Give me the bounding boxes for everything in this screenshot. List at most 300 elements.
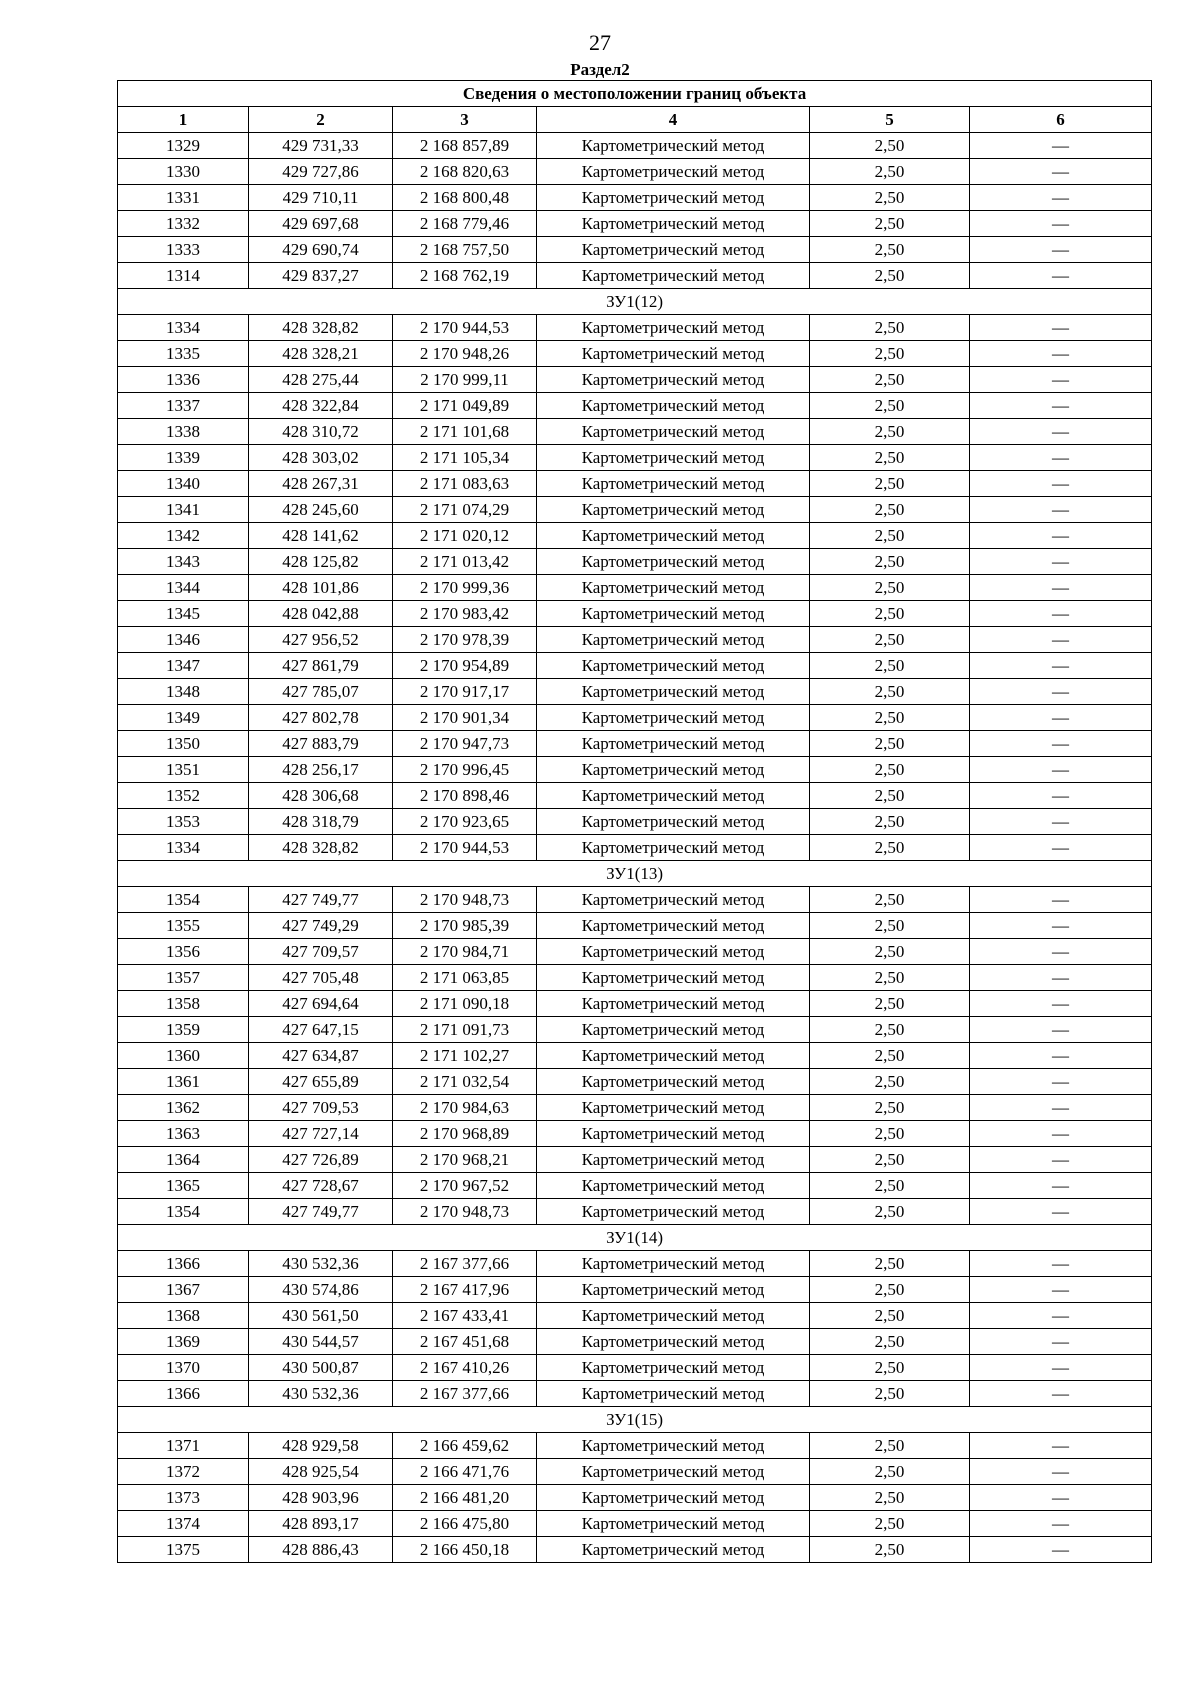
table-cell: 2,50 <box>810 471 970 497</box>
table-cell: 428 318,79 <box>249 809 393 835</box>
table-cell: 1361 <box>118 1069 249 1095</box>
table-row <box>118 835 1152 861</box>
table-cell: 1338 <box>118 419 249 445</box>
table-cell: 2,50 <box>810 1199 970 1225</box>
table-cell: Картометрический метод <box>537 1355 810 1381</box>
table-cell: Картометрический метод <box>537 913 810 939</box>
table-cell: 429 697,68 <box>249 211 393 237</box>
table-cell: Картометрический метод <box>537 419 810 445</box>
table-row <box>118 1199 1152 1225</box>
table-cell: 427 728,67 <box>249 1173 393 1199</box>
table-cell: 1372 <box>118 1459 249 1485</box>
table-cell: 2 166 475,80 <box>393 1511 537 1537</box>
table-cell: Картометрический метод <box>537 133 810 159</box>
table-cell: 429 710,11 <box>249 185 393 211</box>
table-cell: 430 574,86 <box>249 1277 393 1303</box>
table-cell: 2,50 <box>810 939 970 965</box>
table-cell: 2 171 074,29 <box>393 497 537 523</box>
table-cell: — <box>970 1459 1152 1485</box>
table-cell: 2 170 901,34 <box>393 705 537 731</box>
table-cell: 1362 <box>118 1095 249 1121</box>
table-row <box>118 549 1152 575</box>
table-cell: 2 166 450,18 <box>393 1537 537 1563</box>
table-cell: Картометрический метод <box>537 1017 810 1043</box>
table-cell: Картометрический метод <box>537 991 810 1017</box>
table-cell: 428 886,43 <box>249 1537 393 1563</box>
table-cell: 2 170 983,42 <box>393 601 537 627</box>
table-cell: 2,50 <box>810 1485 970 1511</box>
table-cell: — <box>970 1329 1152 1355</box>
table-cell: Картометрический метод <box>537 939 810 965</box>
table-cell: 1334 <box>118 835 249 861</box>
table-cell: 2,50 <box>810 315 970 341</box>
table-row <box>118 1173 1152 1199</box>
table-cell: 2,50 <box>810 835 970 861</box>
table-cell: — <box>970 185 1152 211</box>
table-cell: 1347 <box>118 653 249 679</box>
table-row <box>118 1433 1152 1459</box>
table-cell: 2,50 <box>810 523 970 549</box>
table-cell: 1344 <box>118 575 249 601</box>
table-cell: — <box>970 393 1152 419</box>
table-cell: — <box>970 1355 1152 1381</box>
table-cell: Картометрический метод <box>537 575 810 601</box>
table-row <box>118 419 1152 445</box>
table-cell: 2,50 <box>810 419 970 445</box>
table-cell: — <box>970 679 1152 705</box>
table-cell: — <box>970 1537 1152 1563</box>
table-cell: 1368 <box>118 1303 249 1329</box>
table-cell: — <box>970 367 1152 393</box>
table-cell: 428 925,54 <box>249 1459 393 1485</box>
page-number: 27 <box>589 30 611 55</box>
table-cell: — <box>970 1121 1152 1147</box>
table-cell: 2,50 <box>810 1537 970 1563</box>
table-cell: 1354 <box>118 887 249 913</box>
table-row <box>118 601 1152 627</box>
group-row <box>118 289 1152 315</box>
table-cell: 2,50 <box>810 705 970 731</box>
table-cell: — <box>970 1251 1152 1277</box>
table-cell: — <box>970 159 1152 185</box>
table-cell: — <box>970 627 1152 653</box>
table-cell: 2 171 090,18 <box>393 991 537 1017</box>
table-row <box>118 1355 1152 1381</box>
column-header: 4 <box>537 107 810 133</box>
table-cell: 2 171 105,34 <box>393 445 537 471</box>
boundary-coordinates-table <box>117 80 1152 1563</box>
table-cell: Картометрический метод <box>537 783 810 809</box>
table-cell: 427 634,87 <box>249 1043 393 1069</box>
table-cell: Картометрический метод <box>537 1433 810 1459</box>
table-row <box>118 159 1152 185</box>
table-cell: Картометрический метод <box>537 1459 810 1485</box>
table-cell: 1345 <box>118 601 249 627</box>
table-cell: Картометрический метод <box>537 965 810 991</box>
table-cell: 2,50 <box>810 1459 970 1485</box>
column-header: 3 <box>393 107 537 133</box>
table-cell: 2,50 <box>810 913 970 939</box>
table-cell: 2,50 <box>810 731 970 757</box>
table-cell: Картометрический метод <box>537 393 810 419</box>
table-cell: 428 125,82 <box>249 549 393 575</box>
table-cell: — <box>970 783 1152 809</box>
table-cell: 2 171 101,68 <box>393 419 537 445</box>
group-row <box>118 1407 1152 1433</box>
table-cell: 1352 <box>118 783 249 809</box>
table-cell: 2,50 <box>810 1277 970 1303</box>
table-cell: Картометрический метод <box>537 1095 810 1121</box>
table-cell: 427 749,77 <box>249 887 393 913</box>
table-cell: — <box>970 835 1152 861</box>
table-cell: — <box>970 497 1152 523</box>
table-cell: 2 170 984,71 <box>393 939 537 965</box>
table-cell: 428 310,72 <box>249 419 393 445</box>
table-cell: Картометрический метод <box>537 497 810 523</box>
table-cell: Картометрический метод <box>537 835 810 861</box>
table-row <box>118 523 1152 549</box>
table-cell: — <box>970 653 1152 679</box>
table-cell: Картометрический метод <box>537 159 810 185</box>
table-row <box>118 627 1152 653</box>
table-cell: 2,50 <box>810 445 970 471</box>
table-cell: 1374 <box>118 1511 249 1537</box>
table-row <box>118 705 1152 731</box>
table-cell: — <box>970 913 1152 939</box>
table-cell: 430 532,36 <box>249 1381 393 1407</box>
table-cell: — <box>970 523 1152 549</box>
table-row <box>118 757 1152 783</box>
table-row <box>118 1459 1152 1485</box>
table-cell: — <box>970 133 1152 159</box>
table-cell: 2 170 944,53 <box>393 835 537 861</box>
table-cell: 2 170 967,52 <box>393 1173 537 1199</box>
table-cell: 427 883,79 <box>249 731 393 757</box>
table-cell: 428 328,21 <box>249 341 393 367</box>
table-cell: 428 893,17 <box>249 1511 393 1537</box>
table-cell: 2,50 <box>810 1173 970 1199</box>
table-cell: 1346 <box>118 627 249 653</box>
table-cell: 1334 <box>118 315 249 341</box>
table-cell: — <box>970 601 1152 627</box>
table-cell: Картометрический метод <box>537 315 810 341</box>
table-cell: 2 168 820,63 <box>393 159 537 185</box>
table-cell: Картометрический метод <box>537 1251 810 1277</box>
table-cell: 429 731,33 <box>249 133 393 159</box>
table-cell: 2 170 999,36 <box>393 575 537 601</box>
table-row <box>118 497 1152 523</box>
table-cell: 428 929,58 <box>249 1433 393 1459</box>
table-cell: Картометрический метод <box>537 1329 810 1355</box>
table-cell: 2,50 <box>810 1355 970 1381</box>
table-cell: 428 101,86 <box>249 575 393 601</box>
table-cell: Картометрический метод <box>537 211 810 237</box>
table-cell: 2 170 923,65 <box>393 809 537 835</box>
table-row <box>118 185 1152 211</box>
table-cell: Картометрический метод <box>537 627 810 653</box>
table-row <box>118 575 1152 601</box>
table-cell: Картометрический метод <box>537 237 810 263</box>
table-cell: 428 141,62 <box>249 523 393 549</box>
table-cell: 427 705,48 <box>249 965 393 991</box>
table-cell: 2,50 <box>810 1381 970 1407</box>
table-cell: 2 167 377,66 <box>393 1381 537 1407</box>
table-cell: Картометрический метод <box>537 1537 810 1563</box>
table-cell: 2,50 <box>810 965 970 991</box>
table-cell: 2,50 <box>810 1121 970 1147</box>
table-cell: Картометрический метод <box>537 1485 810 1511</box>
table-row <box>118 133 1152 159</box>
table-cell: — <box>970 965 1152 991</box>
table-cell: 427 726,89 <box>249 1147 393 1173</box>
section-title: Раздел2 <box>570 60 630 79</box>
table-row <box>118 965 1152 991</box>
table-row <box>118 783 1152 809</box>
table-cell: 2 168 857,89 <box>393 133 537 159</box>
table-cell: 1329 <box>118 133 249 159</box>
table-cell: 1341 <box>118 497 249 523</box>
table-row <box>118 1303 1152 1329</box>
table-cell: 428 328,82 <box>249 315 393 341</box>
table-row <box>118 1277 1152 1303</box>
table-cell: 1363 <box>118 1121 249 1147</box>
table-cell: 1350 <box>118 731 249 757</box>
table-cell: — <box>970 315 1152 341</box>
table-cell: Картометрический метод <box>537 1277 810 1303</box>
table-cell: — <box>970 549 1152 575</box>
table-cell: — <box>970 991 1152 1017</box>
table-cell: 2,50 <box>810 653 970 679</box>
table-cell: 430 532,36 <box>249 1251 393 1277</box>
table-cell: 2,50 <box>810 1017 970 1043</box>
table-cell: Картометрический метод <box>537 549 810 575</box>
table-cell: 2 171 013,42 <box>393 549 537 575</box>
table-cell: 2,50 <box>810 341 970 367</box>
table-cell: 2 170 985,39 <box>393 913 537 939</box>
table-cell: 1355 <box>118 913 249 939</box>
table-cell: Картометрический метод <box>537 341 810 367</box>
table-cell: Картометрический метод <box>537 679 810 705</box>
table-cell: Картометрический метод <box>537 263 810 289</box>
table-cell: 427 861,79 <box>249 653 393 679</box>
table-cell: 427 709,57 <box>249 939 393 965</box>
table-row <box>118 445 1152 471</box>
table-cell: Картометрический метод <box>537 887 810 913</box>
table-cell: — <box>970 1069 1152 1095</box>
table-cell: Картометрический метод <box>537 601 810 627</box>
group-row <box>118 861 1152 887</box>
table-cell: 2,50 <box>810 1251 970 1277</box>
table-cell: 428 303,02 <box>249 445 393 471</box>
table-cell: 2 170 917,17 <box>393 679 537 705</box>
table-row <box>118 1381 1152 1407</box>
table-cell: 428 306,68 <box>249 783 393 809</box>
table-row <box>118 211 1152 237</box>
table-cell: 1359 <box>118 1017 249 1043</box>
table-cell: 427 802,78 <box>249 705 393 731</box>
table-cell: 1357 <box>118 965 249 991</box>
table-row <box>118 1095 1152 1121</box>
table-cell: 2,50 <box>810 1147 970 1173</box>
table-cell: — <box>970 1511 1152 1537</box>
table-cell: 2,50 <box>810 809 970 835</box>
table-cell: Картометрический метод <box>537 653 810 679</box>
group-row <box>118 1225 1152 1251</box>
table-row <box>118 731 1152 757</box>
table-cell: — <box>970 887 1152 913</box>
table-cell: — <box>970 419 1152 445</box>
table-cell: 1331 <box>118 185 249 211</box>
table-row <box>118 939 1152 965</box>
table-cell: 2 166 481,20 <box>393 1485 537 1511</box>
group-label: ЗУ1(12) <box>118 289 1152 315</box>
table-cell: 2,50 <box>810 1303 970 1329</box>
table-cell: 429 690,74 <box>249 237 393 263</box>
group-label: ЗУ1(14) <box>118 1225 1152 1251</box>
table-cell: 2 170 978,39 <box>393 627 537 653</box>
table-cell: 2 171 032,54 <box>393 1069 537 1095</box>
table-cell: 2 170 944,53 <box>393 315 537 341</box>
table-body <box>118 133 1152 1563</box>
table-cell: — <box>970 1095 1152 1121</box>
table-cell: — <box>970 575 1152 601</box>
table-cell: — <box>970 1199 1152 1225</box>
table-caption-row <box>118 81 1152 107</box>
table-cell: Картометрический метод <box>537 1303 810 1329</box>
table-cell: Картометрический метод <box>537 1121 810 1147</box>
table-cell: — <box>970 1147 1152 1173</box>
table-cell: 2 167 451,68 <box>393 1329 537 1355</box>
table-row <box>118 991 1152 1017</box>
table-cell: 1364 <box>118 1147 249 1173</box>
table-row <box>118 237 1152 263</box>
table-cell: 2 166 459,62 <box>393 1433 537 1459</box>
table-row <box>118 263 1152 289</box>
table-row <box>118 1069 1152 1095</box>
table-cell: 2 167 377,66 <box>393 1251 537 1277</box>
table-cell: 428 903,96 <box>249 1485 393 1511</box>
table-cell: 1340 <box>118 471 249 497</box>
table-cell: 2,50 <box>810 1329 970 1355</box>
table-cell: — <box>970 1485 1152 1511</box>
table-cell: 430 544,57 <box>249 1329 393 1355</box>
table-cell: 1358 <box>118 991 249 1017</box>
table-row <box>118 679 1152 705</box>
table-cell: Картометрический метод <box>537 1069 810 1095</box>
table-cell: 1356 <box>118 939 249 965</box>
table-cell: 429 837,27 <box>249 263 393 289</box>
table-cell: 430 561,50 <box>249 1303 393 1329</box>
table-cell: 2,50 <box>810 627 970 653</box>
table-cell: 428 042,88 <box>249 601 393 627</box>
table-row <box>118 809 1152 835</box>
table-cell: Картометрический метод <box>537 1043 810 1069</box>
table-cell: 2,50 <box>810 991 970 1017</box>
column-header-row <box>118 107 1152 133</box>
table-cell: 2 166 471,76 <box>393 1459 537 1485</box>
table-row <box>118 367 1152 393</box>
table-cell: Картометрический метод <box>537 1199 810 1225</box>
table-cell: 2 168 800,48 <box>393 185 537 211</box>
table-cell: 1343 <box>118 549 249 575</box>
table-cell: 428 328,82 <box>249 835 393 861</box>
table-cell: Картометрический метод <box>537 367 810 393</box>
table-cell: — <box>970 445 1152 471</box>
table-cell: 2 171 083,63 <box>393 471 537 497</box>
table-row <box>118 887 1152 913</box>
table-row <box>118 341 1152 367</box>
table-cell: 427 727,14 <box>249 1121 393 1147</box>
table-cell: Картометрический метод <box>537 705 810 731</box>
table-cell: — <box>970 939 1152 965</box>
table-cell: 1342 <box>118 523 249 549</box>
column-header: 6 <box>970 107 1152 133</box>
table-row <box>118 1329 1152 1355</box>
table-cell: 2 170 948,26 <box>393 341 537 367</box>
table-cell: 2,50 <box>810 497 970 523</box>
column-header: 5 <box>810 107 970 133</box>
group-label: ЗУ1(13) <box>118 861 1152 887</box>
table-cell: — <box>970 1017 1152 1043</box>
table-cell: 427 694,64 <box>249 991 393 1017</box>
table-cell: Картометрический метод <box>537 1511 810 1537</box>
table-cell: 2,50 <box>810 367 970 393</box>
table-cell: Картометрический метод <box>537 1173 810 1199</box>
table-cell: 1365 <box>118 1173 249 1199</box>
table-cell: — <box>970 705 1152 731</box>
table-cell: 2 167 417,96 <box>393 1277 537 1303</box>
table-cell: 2,50 <box>810 887 970 913</box>
table-cell: 2 170 996,45 <box>393 757 537 783</box>
table-cell: 2,50 <box>810 679 970 705</box>
table-row <box>118 471 1152 497</box>
table-cell: 2 170 968,89 <box>393 1121 537 1147</box>
table-cell: 2 171 102,27 <box>393 1043 537 1069</box>
table-cell: 428 275,44 <box>249 367 393 393</box>
table-cell: Картометрический метод <box>537 185 810 211</box>
table-cell: 2,50 <box>810 1433 970 1459</box>
column-header: 2 <box>249 107 393 133</box>
table-cell: 2,50 <box>810 575 970 601</box>
table-cell: Картометрический метод <box>537 445 810 471</box>
table-cell: 2 170 948,73 <box>393 887 537 913</box>
group-label: ЗУ1(15) <box>118 1407 1152 1433</box>
table-caption: Сведения о местоположении границ объекта <box>118 81 1152 107</box>
table-cell: 2,50 <box>810 211 970 237</box>
table-cell: — <box>970 731 1152 757</box>
table-cell: 2,50 <box>810 1511 970 1537</box>
table-cell: — <box>970 1303 1152 1329</box>
table-cell: — <box>970 237 1152 263</box>
table-cell: 1330 <box>118 159 249 185</box>
table-cell: Картометрический метод <box>537 1147 810 1173</box>
table-cell: 2,50 <box>810 783 970 809</box>
table-row <box>118 653 1152 679</box>
table-cell: 2 171 063,85 <box>393 965 537 991</box>
table-cell: 430 500,87 <box>249 1355 393 1381</box>
table-cell: 1353 <box>118 809 249 835</box>
table-cell: 427 785,07 <box>249 679 393 705</box>
table-cell: 427 749,29 <box>249 913 393 939</box>
table-cell: 2 170 948,73 <box>393 1199 537 1225</box>
table-cell: 427 647,15 <box>249 1017 393 1043</box>
table-cell: 2,50 <box>810 263 970 289</box>
table-cell: 427 749,77 <box>249 1199 393 1225</box>
table-cell: 428 245,60 <box>249 497 393 523</box>
table-cell: 2,50 <box>810 185 970 211</box>
table-cell: 2 168 762,19 <box>393 263 537 289</box>
table-cell: 2 170 984,63 <box>393 1095 537 1121</box>
